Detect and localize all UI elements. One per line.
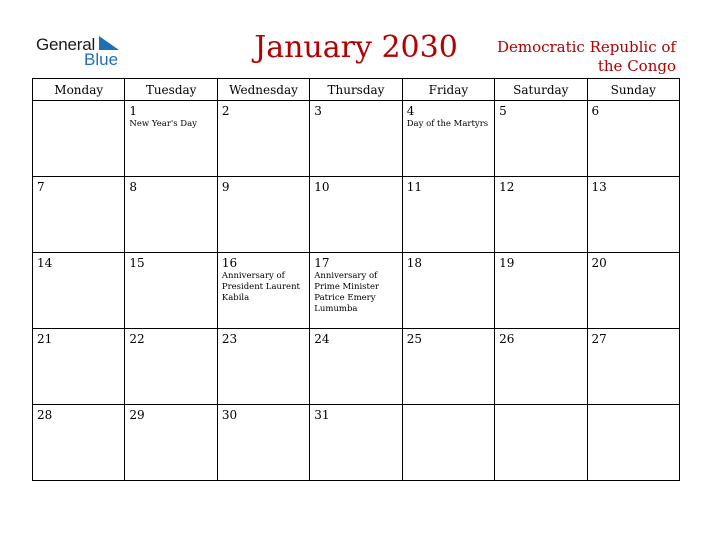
calendar-day-cell xyxy=(125,405,217,481)
weekday-header: Thursday xyxy=(310,79,402,101)
calendar-day-cell xyxy=(310,101,402,177)
calendar-day-cell xyxy=(495,405,587,481)
day-number: 3 xyxy=(314,104,322,118)
day-number: 28 xyxy=(37,408,53,422)
calendar-day-cell xyxy=(402,101,494,177)
calendar-day-cell xyxy=(33,253,125,329)
day-number: 21 xyxy=(37,332,53,346)
day-number: 20 xyxy=(591,256,607,270)
logo-text-general: General xyxy=(36,35,96,54)
day-number: 27 xyxy=(591,332,607,346)
calendar-day-cell xyxy=(125,101,217,177)
day-number: 11 xyxy=(406,180,422,194)
calendar-day-cell xyxy=(587,177,679,253)
day-number: 7 xyxy=(37,180,45,194)
weekday-header: Friday xyxy=(402,79,494,101)
calendar-day-cell xyxy=(310,177,402,253)
calendar-day-cell xyxy=(402,405,494,481)
day-number: 6 xyxy=(591,104,600,118)
calendar-week-row xyxy=(33,329,680,405)
calendar-day-cell xyxy=(217,253,309,329)
day-number: 29 xyxy=(129,408,145,422)
calendar-day-cell xyxy=(587,329,679,405)
calendar-day-cell xyxy=(587,405,679,481)
calendar-day-cell xyxy=(217,405,309,481)
weekday-header: Sunday xyxy=(587,79,679,101)
calendar-day-cell xyxy=(310,253,402,329)
calendar-day-cell xyxy=(217,329,309,405)
day-number: 15 xyxy=(129,256,145,270)
day-number: 9 xyxy=(221,180,230,194)
weekday-header: Tuesday xyxy=(125,79,217,101)
weekday-header-row xyxy=(33,79,680,101)
calendar-day-cell xyxy=(310,329,402,405)
holiday-label: Anniversary of President Laurent Kabila xyxy=(221,271,300,303)
calendar-day-cell xyxy=(495,253,587,329)
calendar-day-cell xyxy=(495,329,587,405)
calendar-day-cell xyxy=(125,329,217,405)
calendar-day-cell xyxy=(587,253,679,329)
country-line-2: the Congo xyxy=(597,57,676,75)
country-line-1: Democratic Republic of xyxy=(496,38,676,56)
brand-logo xyxy=(36,35,126,69)
calendar-day-cell xyxy=(125,253,217,329)
country-name xyxy=(476,38,676,76)
calendar-week-row xyxy=(33,177,680,253)
calendar-day-cell xyxy=(33,405,125,481)
day-number: 12 xyxy=(499,180,515,194)
calendar-week-row xyxy=(33,405,680,481)
calendar-day-cell xyxy=(495,177,587,253)
day-number: 8 xyxy=(129,180,138,194)
day-number: 19 xyxy=(499,256,515,270)
day-number: 25 xyxy=(406,332,422,346)
calendar-day-cell xyxy=(402,177,494,253)
day-number: 5 xyxy=(499,104,507,118)
day-number: 26 xyxy=(499,332,515,346)
calendar-week-row xyxy=(33,253,680,329)
weekday-header: Wednesday xyxy=(217,79,309,101)
day-number: 17 xyxy=(314,256,330,270)
logo-text-blue: Blue xyxy=(84,50,119,69)
page-title: January 2030 xyxy=(254,30,458,65)
day-number: 2 xyxy=(221,104,230,118)
day-number: 4 xyxy=(406,104,415,118)
day-number: 13 xyxy=(591,180,607,194)
calendar-day-cell xyxy=(310,405,402,481)
holiday-label: Day of the Martyrs xyxy=(406,119,489,129)
day-number: 24 xyxy=(314,332,330,346)
calendar-day-cell xyxy=(402,329,494,405)
calendar-day-cell xyxy=(587,101,679,177)
calendar-day-cell xyxy=(125,177,217,253)
holiday-label: Anniversary of Prime Minister Patrice Emery Lumumba xyxy=(314,271,380,314)
calendar-day-cell xyxy=(33,329,125,405)
day-number: 18 xyxy=(406,256,422,270)
day-number: 30 xyxy=(221,408,238,422)
weekday-header: Saturday xyxy=(495,79,587,101)
day-number: 22 xyxy=(129,332,145,346)
day-number: 14 xyxy=(37,256,53,270)
calendar-week-row xyxy=(33,101,680,177)
holiday-label: New Year's Day xyxy=(129,119,197,129)
calendar-grid xyxy=(32,78,680,481)
calendar-day-cell xyxy=(33,177,125,253)
day-number: 16 xyxy=(221,256,238,270)
calendar-day-cell xyxy=(217,101,309,177)
day-number: 10 xyxy=(314,180,330,194)
calendar-day-cell xyxy=(495,101,587,177)
calendar-day-cell xyxy=(217,177,309,253)
calendar-day-cell xyxy=(402,253,494,329)
weekday-header: Monday xyxy=(33,79,125,101)
calendar-day-cell xyxy=(33,101,125,177)
day-number: 23 xyxy=(221,332,238,346)
logo-flag-icon xyxy=(97,36,119,50)
day-number: 31 xyxy=(314,408,330,422)
day-number: 1 xyxy=(129,104,138,118)
